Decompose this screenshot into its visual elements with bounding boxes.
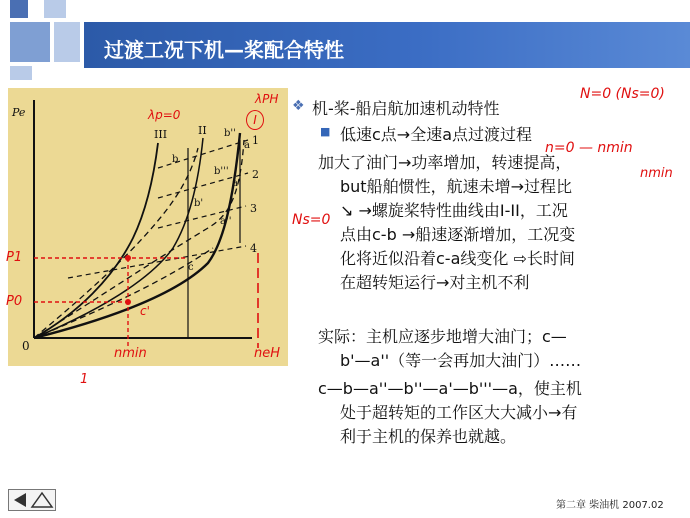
deco-square-2 bbox=[44, 0, 66, 18]
engine-number-3: 3 bbox=[250, 202, 257, 215]
curve-label-c: c bbox=[188, 262, 194, 273]
origin-label: 0 bbox=[22, 339, 30, 353]
engine-number-1: 1 bbox=[252, 134, 259, 147]
square-bullet-icon: ■ bbox=[320, 125, 331, 138]
heading: 机-桨-船启航加速机动特性 bbox=[312, 99, 500, 118]
curve-label-III: III bbox=[154, 128, 168, 141]
para1-line-2: but船舶惯性，航速未增→过程比 bbox=[340, 177, 572, 196]
anno-p1: P1 bbox=[6, 250, 23, 265]
anno-lambda-h: λPH bbox=[255, 92, 279, 106]
para2-line-2: b'—a''（等一会再加大油门）…… bbox=[340, 351, 582, 370]
para3-line-1: c—b—a''—b''—a'—b'''—a，使主机 bbox=[318, 379, 582, 398]
red-point-2 bbox=[125, 299, 131, 305]
curve-label-b-tprime: b''' bbox=[214, 166, 229, 177]
para1-line-6: 在超转矩运行→对主机不利 bbox=[340, 273, 530, 292]
curve-label-a-prime: a' bbox=[232, 178, 241, 189]
navigation-arrow-icon[interactable] bbox=[8, 489, 56, 511]
deco-square-4 bbox=[54, 22, 80, 62]
anno-c-prime: c' bbox=[140, 304, 150, 318]
deco-square-3 bbox=[10, 22, 50, 62]
para3-line-3: 利于主机的保养也就越。 bbox=[340, 427, 517, 446]
anno-circle-i: I bbox=[246, 110, 264, 130]
para2-line-1: 实际：主机应逐步地增大油门；c— bbox=[318, 327, 567, 346]
diamond-bullet-icon: ❖ bbox=[292, 98, 305, 114]
anno-lambda0: λp=0 bbox=[148, 108, 181, 122]
anno-nmin-axis: nmin bbox=[114, 346, 147, 361]
anno-n0: N=0 (Ns=0) bbox=[580, 86, 665, 102]
curve-label-a-dprime: a'' bbox=[220, 216, 232, 227]
para1-line-1: 加大了油门→功率增加，转速提高， bbox=[318, 153, 572, 172]
curve-label-a: a bbox=[244, 140, 250, 151]
characteristic-figure bbox=[8, 88, 288, 366]
para1-line-3: ↘ →螺旋桨特性曲线由I-II，工况 bbox=[340, 201, 568, 220]
sub-item: 低速c点→全速a点过渡过程 bbox=[340, 125, 533, 144]
curve-label-b-prime: b' bbox=[194, 198, 204, 209]
curve-label-b: b bbox=[172, 154, 179, 165]
y-axis-label: Pe bbox=[12, 106, 26, 119]
anno-neh: neH bbox=[254, 346, 281, 361]
red-point-1 bbox=[125, 255, 131, 261]
para1-line-5: 化将近似沿着c-a线变化 ⇨长时间 bbox=[340, 249, 575, 268]
deco-square-5 bbox=[10, 66, 32, 80]
engine-number-4: 4 bbox=[250, 242, 257, 255]
curve-label-II: II bbox=[198, 124, 207, 137]
anno-p0: P0 bbox=[6, 294, 23, 309]
anno-one: 1 bbox=[80, 372, 89, 387]
footer-text: 第二章 柴油机 2007.02 bbox=[556, 500, 664, 511]
deco-square-1 bbox=[10, 0, 28, 18]
slide-title: 过渡工况下机—桨配合特性 bbox=[104, 38, 344, 62]
para1-line-4: 点由c-b →船速逐渐增加，工况变 bbox=[340, 225, 576, 244]
anno-n0-nmin: n=0 — nmin bbox=[545, 140, 633, 156]
curve-label-b-dprime: b'' bbox=[224, 128, 236, 139]
para3-line-2: 处于超转矩的工作区大大减小→有 bbox=[340, 403, 578, 422]
anno-nmin-2: nmin bbox=[640, 166, 673, 181]
anno-ns0: Ns=0 bbox=[292, 212, 331, 228]
engine-number-2: 2 bbox=[252, 168, 259, 181]
